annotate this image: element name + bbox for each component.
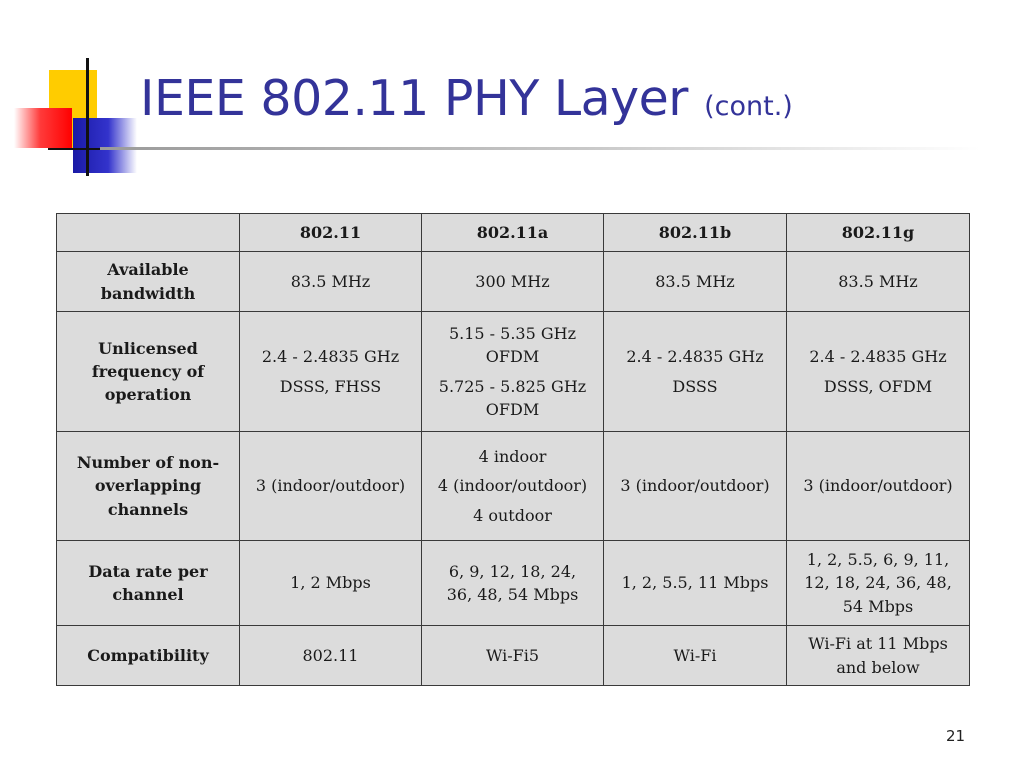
row-label-data-rate: Data rate per channel: [57, 541, 240, 626]
table-row: [57, 312, 970, 432]
table-cell: [604, 312, 787, 432]
logo-vertical-line: [86, 58, 89, 176]
table-cell: [787, 252, 970, 312]
cell-text: Wi-Fi: [673, 645, 717, 665]
table-cell: [604, 541, 787, 626]
header-cell-802-11: 802.11: [240, 214, 422, 252]
cell-text: 1, 2, 5.5, 6, 9, 11, 12, 18, 24, 36, 48, 54 Mbps: [804, 550, 952, 616]
cell-text: 3 (indoor/outdoor): [620, 476, 770, 496]
cell-text: Wi-Fi at 11 Mbps and below: [808, 634, 948, 677]
cell-text: 4 (indoor/outdoor): [437, 476, 588, 496]
table-cell: [604, 252, 787, 312]
header-cell-802-11g: 802.11g: [787, 214, 970, 252]
table-cell: [604, 626, 787, 686]
table-cell: [240, 252, 422, 312]
table-cell: [422, 432, 604, 541]
table-cell: [787, 312, 970, 432]
page-number: 21: [946, 727, 966, 745]
row-label-non-overlapping-channels: Number of non-overlapping channels: [57, 432, 240, 541]
header-cell-802-11b: 802.11b: [604, 214, 787, 252]
slide-title: [140, 70, 793, 127]
cell-text: 5.15 - 5.35 GHz OFDM: [448, 324, 577, 367]
cell-text: 6, 9, 12, 18, 24, 36, 48, 54 Mbps: [446, 561, 579, 604]
logo-red-square: [14, 108, 72, 148]
cell-text: 2.4 - 2.4835 GHz: [626, 347, 764, 367]
table-cell: [787, 541, 970, 626]
cell-text: 802.11: [302, 645, 359, 665]
table-row: [57, 252, 970, 312]
table-cell: [240, 541, 422, 626]
table-cell: [787, 626, 970, 686]
table-cell: [422, 252, 604, 312]
table-cell: [240, 432, 422, 541]
cell-text: 5.725 - 5.825 GHz OFDM: [438, 376, 587, 419]
table-cell: [787, 432, 970, 541]
table-cell: [422, 312, 604, 432]
header-cell-802-11a: 802.11a: [422, 214, 604, 252]
cell-text: 1, 2, 5.5, 11 Mbps: [621, 573, 769, 593]
cell-text: 3 (indoor/outdoor): [255, 476, 406, 496]
cell-text: DSSS, OFDM: [823, 376, 933, 396]
slide-title-main: IEEE 802.11 PHY Layer: [140, 70, 688, 127]
table-cell: [604, 432, 787, 541]
cell-text: 83.5 MHz: [290, 271, 371, 291]
table-cell: [240, 626, 422, 686]
cell-text: DSSS: [672, 376, 718, 396]
cell-text: 83.5 MHz: [838, 271, 918, 291]
logo-blue-square: [73, 118, 137, 173]
cell-text: 4 outdoor: [473, 505, 552, 525]
table-row: [57, 626, 970, 686]
cell-text: 83.5 MHz: [655, 271, 735, 291]
table-cell: [240, 312, 422, 432]
cell-text: 3 (indoor/outdoor): [803, 476, 953, 496]
table-cell: [422, 541, 604, 626]
cell-text: 4 indoor: [478, 447, 547, 467]
cell-text: Wi-Fi5: [485, 645, 540, 665]
cell-text: 2.4 - 2.4835 GHz: [809, 347, 947, 367]
cell-text: DSSS, FHSS: [279, 376, 382, 396]
cell-text: 300 MHz: [475, 271, 550, 291]
row-label-available-bandwidth: Available bandwidth: [57, 252, 240, 312]
header-cell-empty: [57, 214, 240, 252]
slide-title-suffix: (cont.): [704, 91, 793, 122]
table-cell: [422, 626, 604, 686]
table-row: [57, 541, 970, 626]
phy-comparison-table: [56, 213, 970, 686]
row-label-compatibility: Compatibility: [57, 626, 240, 686]
cell-text: 2.4 - 2.4835 GHz: [261, 347, 400, 367]
title-underline: [100, 147, 980, 150]
table-header-row: [57, 214, 970, 252]
row-label-unlicensed-frequency: Unlicensed frequency of operation: [57, 312, 240, 432]
cell-text: 1, 2 Mbps: [290, 573, 371, 593]
slide-logo-decoration: [0, 0, 150, 185]
table-row: [57, 432, 970, 541]
